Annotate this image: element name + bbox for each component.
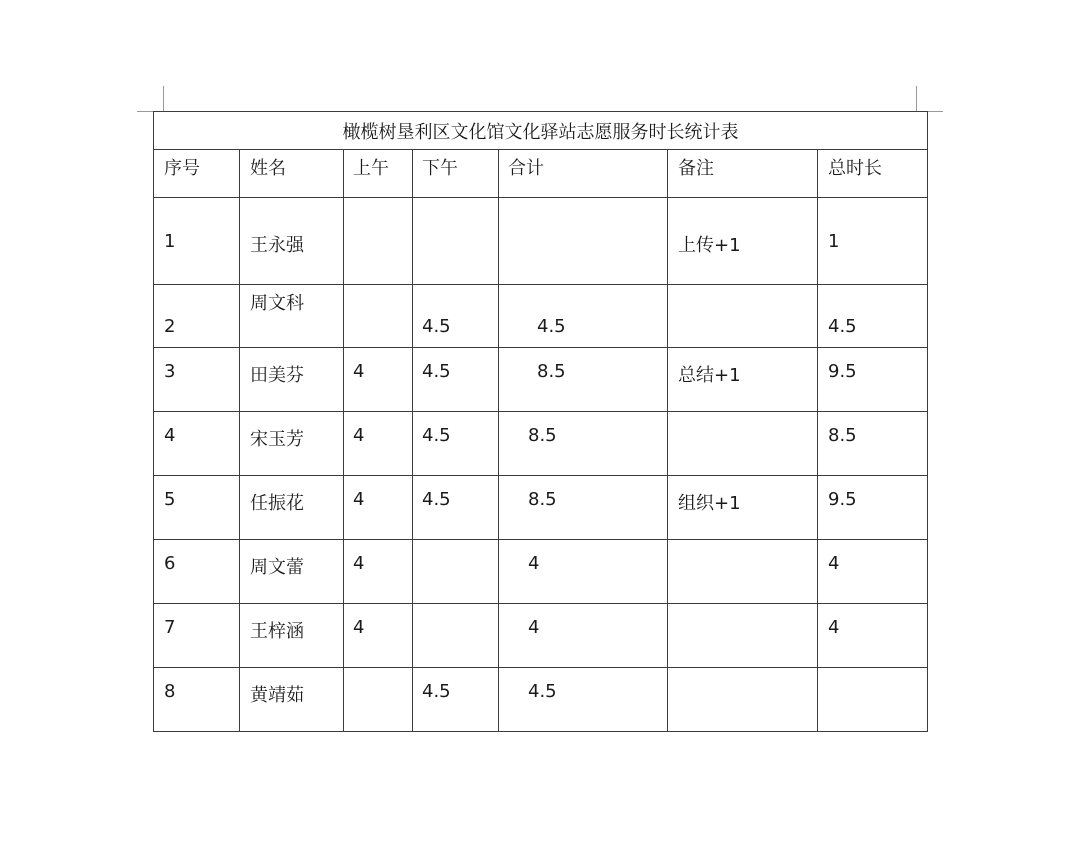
cell-name: 王梓涵	[240, 604, 344, 668]
crop-mark-left	[163, 86, 164, 112]
cell-sum: 8.5	[499, 348, 668, 412]
cell-total: 1	[818, 198, 928, 285]
cell-no: 6	[154, 540, 240, 604]
cell-am: 4	[344, 540, 413, 604]
cell-no: 2	[154, 285, 240, 348]
cell-sum	[499, 198, 668, 285]
header-note: 备注	[668, 150, 818, 198]
cell-am: 4	[344, 476, 413, 540]
cell-no: 1	[154, 198, 240, 285]
header-no: 序号	[154, 150, 240, 198]
cell-note	[668, 604, 818, 668]
cell-am: 4	[344, 604, 413, 668]
cell-note	[668, 540, 818, 604]
cell-no: 8	[154, 668, 240, 732]
cell-note: 上传+1	[668, 198, 818, 285]
cell-sum: 4.5	[499, 668, 668, 732]
table-row	[154, 348, 928, 412]
table-row	[154, 604, 928, 668]
cell-note	[668, 412, 818, 476]
cell-total: 4.5	[818, 285, 928, 348]
cell-name: 周文科	[240, 285, 344, 348]
cell-am: 4	[344, 412, 413, 476]
cell-sum: 4.5	[499, 285, 668, 348]
cell-name: 周文蕾	[240, 540, 344, 604]
cell-name: 王永强	[240, 198, 344, 285]
cell-pm: 4.5	[413, 412, 499, 476]
cell-total	[818, 668, 928, 732]
cell-no: 4	[154, 412, 240, 476]
cell-name: 田美芬	[240, 348, 344, 412]
table-row	[154, 412, 928, 476]
cell-pm	[413, 604, 499, 668]
crop-mark-right	[916, 86, 917, 112]
cell-pm: 4.5	[413, 476, 499, 540]
header-am: 上午	[344, 150, 413, 198]
table-row	[154, 540, 928, 604]
cell-pm	[413, 198, 499, 285]
cell-pm: 4.5	[413, 348, 499, 412]
cell-name: 宋玉芳	[240, 412, 344, 476]
cell-am	[344, 668, 413, 732]
cell-pm: 4.5	[413, 668, 499, 732]
cell-am	[344, 198, 413, 285]
table-row	[154, 668, 928, 732]
table-row	[154, 476, 928, 540]
cell-sum: 8.5	[499, 412, 668, 476]
cell-am: 4	[344, 348, 413, 412]
header-sum: 合计	[499, 150, 668, 198]
header-total: 总时长	[818, 150, 928, 198]
header-row	[154, 150, 928, 198]
cell-pm: 4.5	[413, 285, 499, 348]
cell-total: 8.5	[818, 412, 928, 476]
cell-no: 3	[154, 348, 240, 412]
cell-no: 5	[154, 476, 240, 540]
table-title: 橄榄树垦利区文化馆文化驿站志愿服务时长统计表	[154, 112, 928, 150]
cell-note	[668, 668, 818, 732]
table-row	[154, 198, 928, 285]
cell-sum: 4	[499, 604, 668, 668]
header-pm: 下午	[413, 150, 499, 198]
cell-total: 9.5	[818, 348, 928, 412]
header-name: 姓名	[240, 150, 344, 198]
volunteer-hours-table	[153, 111, 928, 732]
cell-note	[668, 285, 818, 348]
cell-pm	[413, 540, 499, 604]
cell-note: 总结+1	[668, 348, 818, 412]
table-row	[154, 285, 928, 348]
cell-no: 7	[154, 604, 240, 668]
cell-am	[344, 285, 413, 348]
cell-sum: 8.5	[499, 476, 668, 540]
cell-name: 黄靖茹	[240, 668, 344, 732]
cell-total: 4	[818, 540, 928, 604]
cell-total: 9.5	[818, 476, 928, 540]
cell-note: 组织+1	[668, 476, 818, 540]
cell-name: 任振花	[240, 476, 344, 540]
cell-sum: 4	[499, 540, 668, 604]
cell-total: 4	[818, 604, 928, 668]
